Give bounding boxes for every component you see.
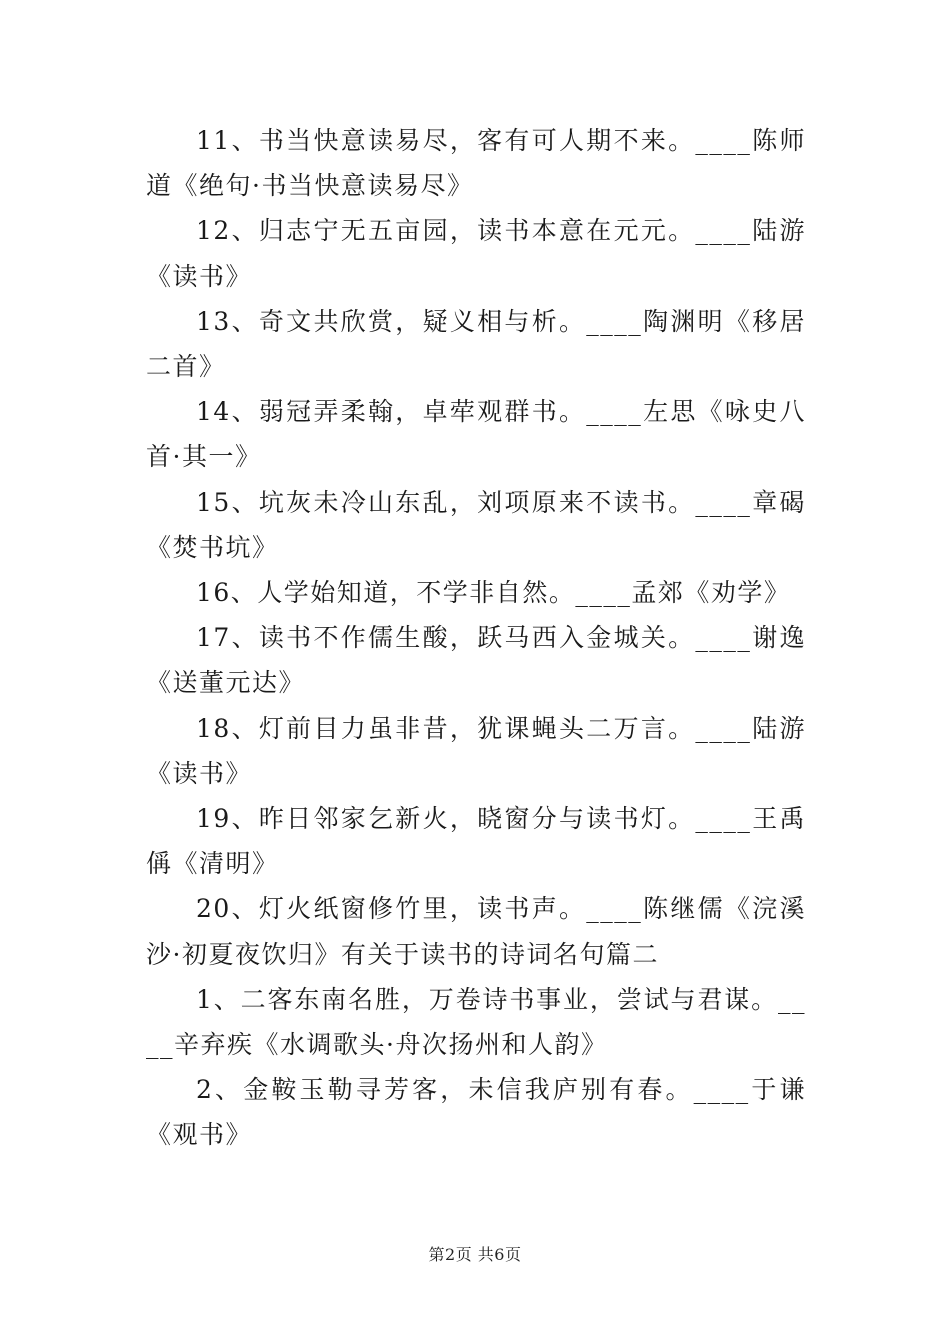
paragraph-11: 11、书当快意读易尽，客有可人期不来。____陈师道《绝句·书当快意读易尽》 xyxy=(146,126,806,201)
page-number-footer: 第2页 共6页 xyxy=(428,1245,522,1264)
paragraph-16: 16、人学始知道，不学非自然。____孟郊《劝学》 xyxy=(196,578,791,608)
document-body xyxy=(146,118,806,1158)
paragraph-19: 19、昨日邻家乞新火，晓窗分与读书灯。____王禹偁《清明》 xyxy=(146,804,806,879)
paragraph-13: 13、奇文共欣赏，疑义相与析。____陶渊明《移居二首》 xyxy=(146,306,806,382)
paragraph-18: 18、灯前目力虽非昔，犹课蝇头二万言。____陆游《读书》 xyxy=(146,713,806,788)
paragraph-17: 17、读书不作儒生酸，跃马西入金城关。____谢逸《送董元达》 xyxy=(146,623,806,698)
paragraph-20: 20、灯火纸窗修竹里，读书声。____陈继儒《浣溪沙·初夏夜饮归》有关于读书的诗词名句篇二 xyxy=(146,894,806,969)
paragraph-15: 15、坑灰未冷山东乱，刘项原来不读书。____章碣《焚书坑》 xyxy=(146,487,806,562)
paragraph-12: 12、归志宁无五亩园，读书本意在元元。____陆游《读书》 xyxy=(146,216,806,291)
paragraph-part2-2: 2、金鞍玉勒寻芳客，未信我庐别有春。____于谦《观书》 xyxy=(146,1075,806,1150)
paragraph-14: 14、弱冠弄柔翰，卓荦观群书。____左思《咏史八首·其一》 xyxy=(146,397,806,472)
paragraph-part2-1: 1、二客东南名胜，万卷诗书事业，尝试与君谋。____辛弃疾《水调歌头·舟次扬州和人韵》 xyxy=(146,984,806,1060)
